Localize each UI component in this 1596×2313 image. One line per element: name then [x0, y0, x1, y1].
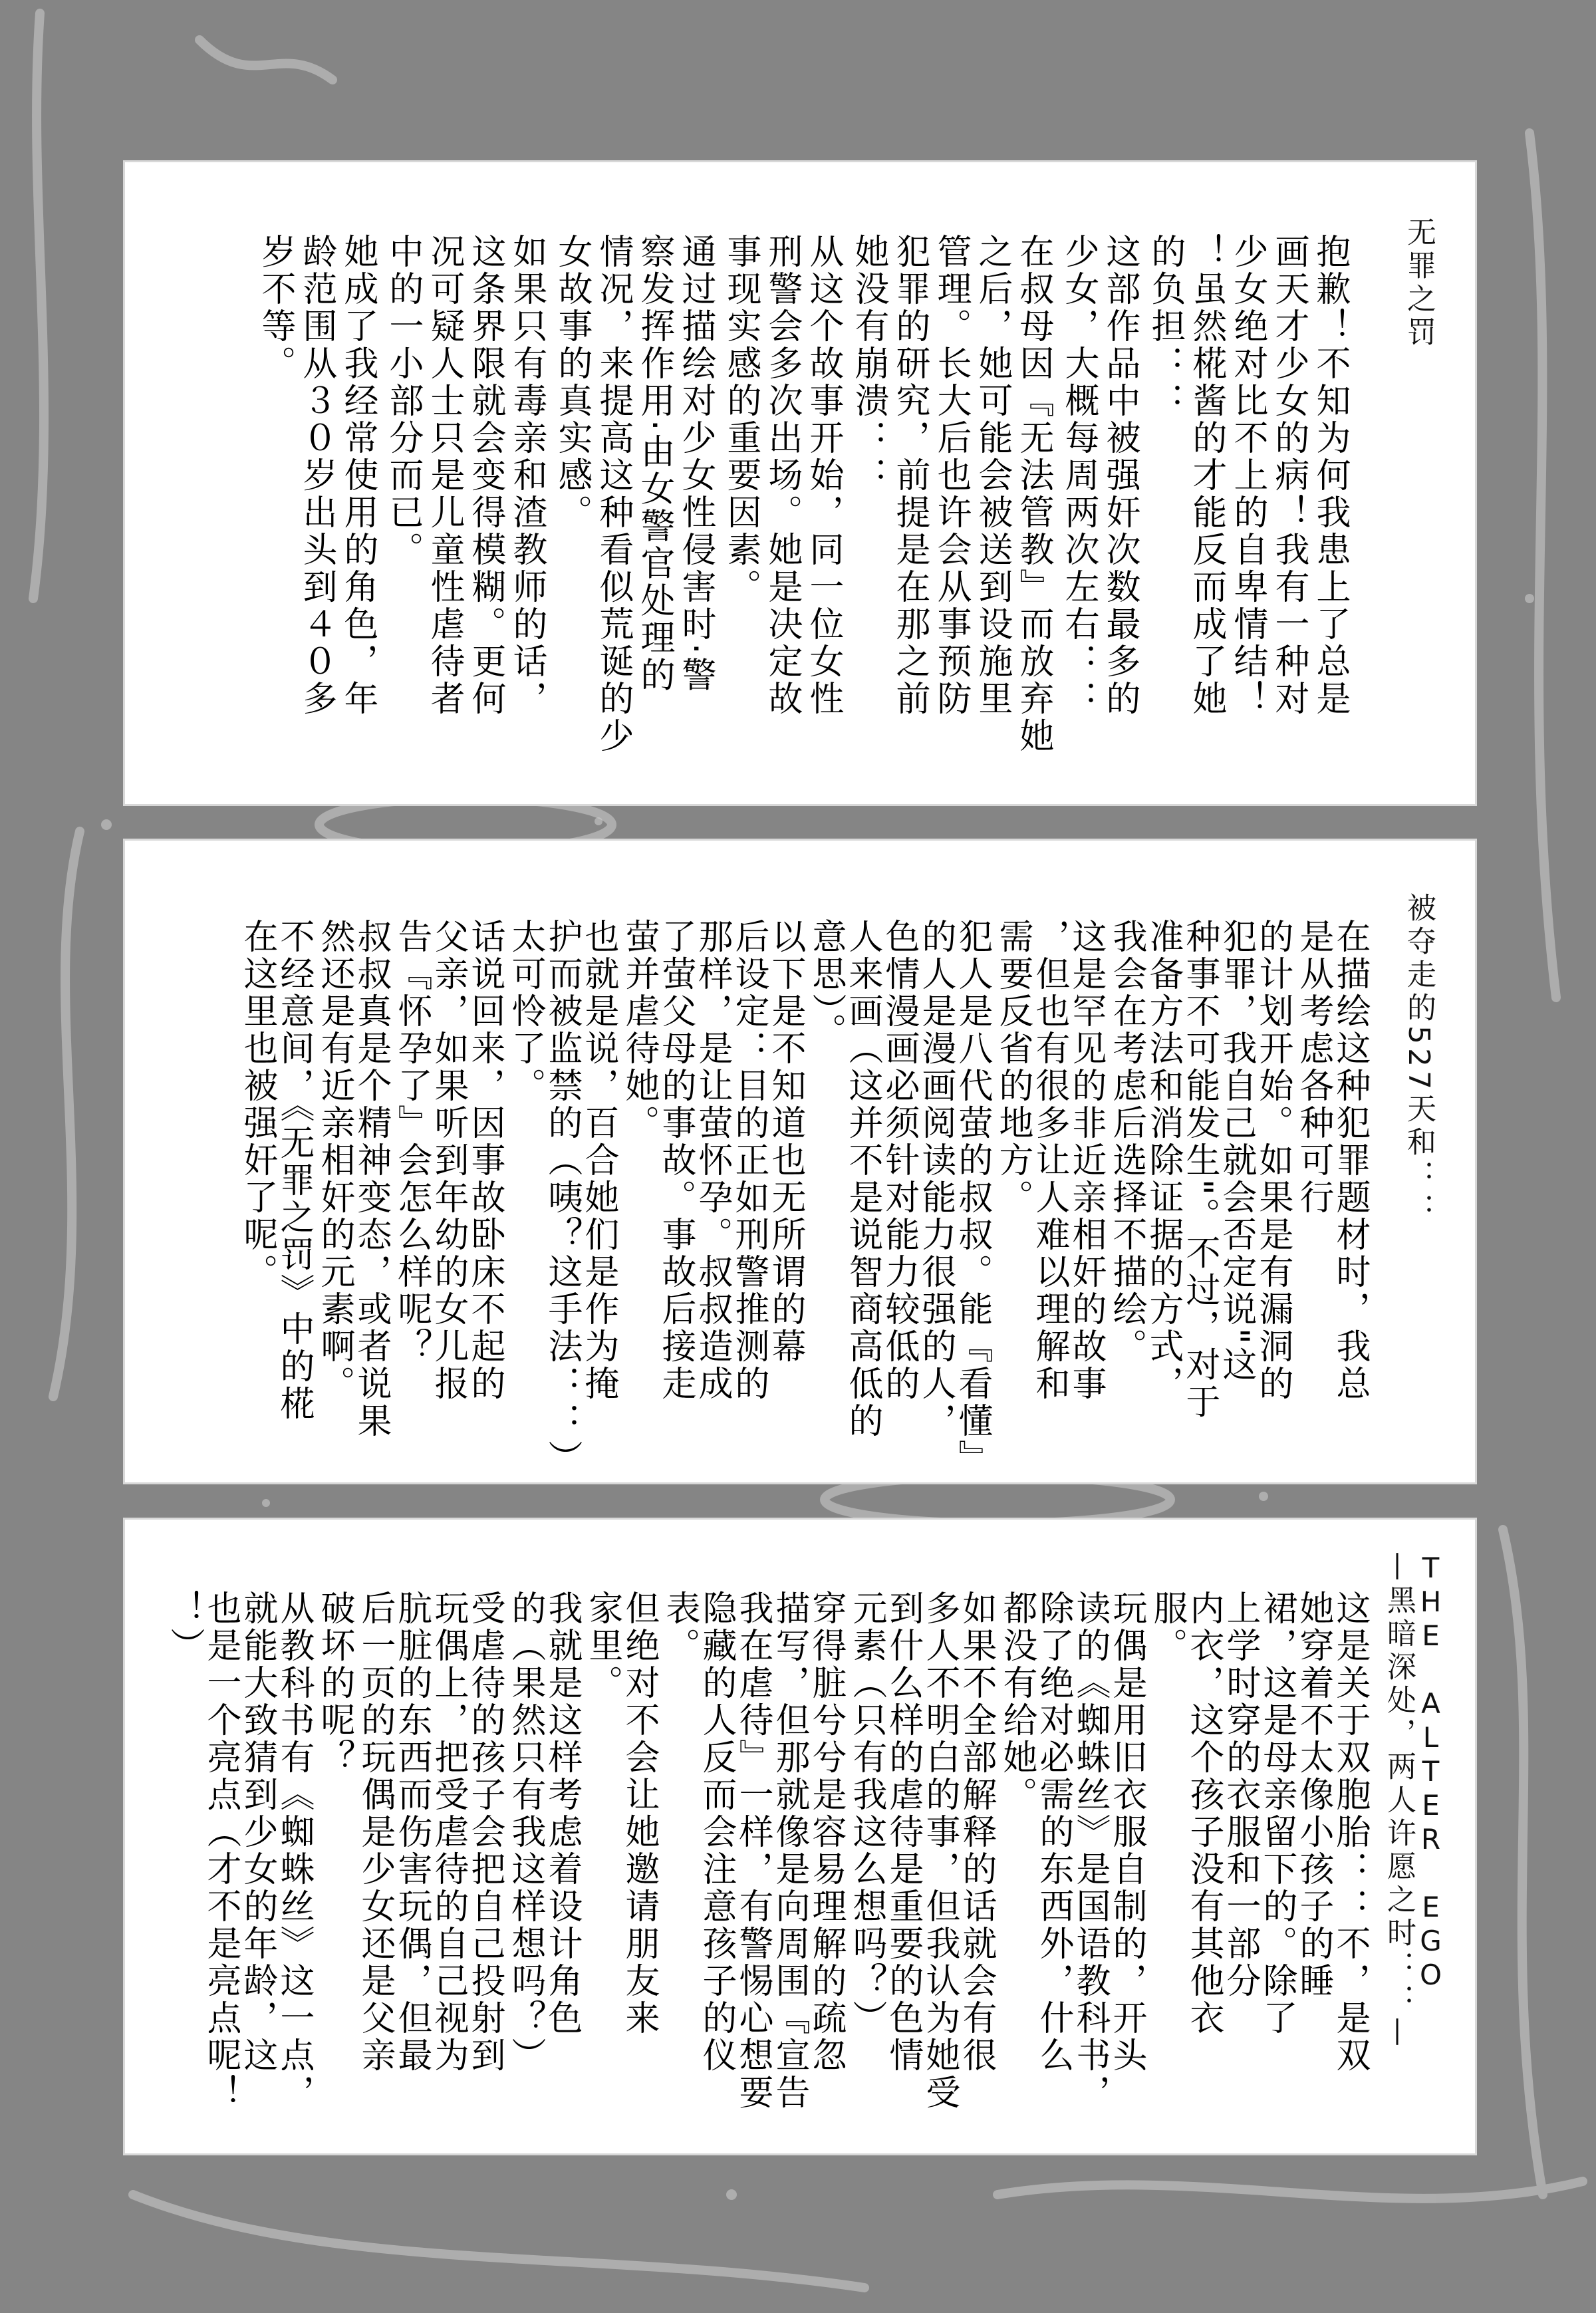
text-column: 父亲，如果听到年幼的女儿报: [428, 918, 468, 1403]
text-column: 我就是这样考虑着设计角色: [542, 1590, 582, 2037]
text-column: 都没有给她。: [997, 1590, 1037, 1814]
text-column: 她没有崩溃：：: [849, 233, 888, 494]
text-column: 在叔母因『无法管教』而放弃她: [1013, 233, 1053, 755]
text-column: 除了绝对必需的东西外，什么: [1033, 1590, 1073, 2074]
text-column: 肮脏的东西而伤害玩偶，但最: [392, 1590, 432, 2074]
text-column: ！）: [164, 1590, 204, 1665]
text-column: 刑警会多次出场。她是决定故: [762, 233, 802, 718]
text-column: 的人是漫画阅读能力很强的人，: [916, 918, 956, 1440]
vertical-text-columns: [239, 918, 1369, 1477]
text-column: 少女绝对比不上的自卑情结！: [1228, 233, 1267, 718]
text-column: 家里。: [583, 1590, 622, 1702]
text-column: 察发挥作用·由女警官处理的: [634, 233, 674, 694]
text-column: 穿得脏兮兮是容易理解的疏忽: [806, 1590, 846, 2074]
text-column: 龄范围从３０岁出头到４０多: [297, 233, 336, 718]
text-column: 从教科书有《蜘蛛丝》这一点，: [274, 1590, 314, 2111]
text-column: 服。: [1147, 1590, 1187, 1665]
text-column: 意思）。: [806, 918, 846, 1050]
text-column: 也就是说，百合她们是作为掩: [579, 918, 618, 1403]
text-column: 多人不明白的事，但我认为她受: [920, 1590, 960, 2111]
text-column: 女故事的真实感。: [552, 233, 592, 531]
text-column: 这部作品中被强奸次数最多的: [1100, 233, 1140, 718]
text-column: 抱歉！不知为何我患上了总是: [1310, 233, 1350, 718]
text-column: 玩偶上，把受虐待的自己视为: [428, 1590, 468, 2074]
afterword-box-527-days: [125, 841, 1475, 1482]
box-title: 无罪之罚: [1402, 217, 1436, 350]
text-column: 然还是有近亲相奸的元素啊。: [315, 918, 354, 1403]
text-column: 受虐待的孩子会把自己投射到: [465, 1590, 505, 2074]
text-column: 隐藏的人反而会注意孩子的仪: [696, 1590, 736, 2074]
text-column: 上学时穿的衣服和一部分: [1220, 1590, 1260, 2000]
box-subtitle: —黑暗深处，两人许愿之时：：—: [1382, 1552, 1416, 2050]
text-column: 管理。长大后也许会从事预防: [931, 233, 971, 718]
text-column: 表。: [660, 1590, 700, 1665]
afterword-box-muzai-no-batsu: [125, 162, 1475, 804]
text-column: 人来画（这并不是说智商高低的: [843, 918, 882, 1440]
text-column: 萤并虐待她。: [619, 918, 659, 1142]
text-column: 如果不全部解释的话就会有很: [956, 1590, 996, 2074]
text-column: 玩偶是用旧衣服自制的，开头: [1107, 1590, 1146, 2074]
text-column: 不经意间，《无罪之罚》中的椛: [274, 918, 314, 1423]
text-column: 她成了我经常使用的角色，年: [338, 233, 378, 718]
text-column: 是从考虑各种可行: [1293, 918, 1333, 1216]
text-column: 如果只有毒亲和渣教师的话，: [507, 233, 547, 718]
vertical-text-columns: [253, 233, 1349, 755]
text-column: 这是罕见的非近亲相奸的故事: [1066, 918, 1106, 1403]
text-column: 那样，是让萤怀孕。叔叔造成: [692, 918, 732, 1403]
text-column: 岁不等。: [255, 233, 295, 382]
text-column: 读的《蜘蛛丝》是国语教科书，: [1070, 1590, 1110, 2111]
text-column: 叔叔真是个精神变态，或者说果: [351, 918, 391, 1440]
text-column: 色情漫画必须针对能力较低的: [879, 918, 919, 1403]
text-column: 描写，但那就像是向周围『宣告: [769, 1590, 809, 2111]
text-column: 裙，这是母亲留下的。除了: [1257, 1590, 1297, 2037]
text-column: 的负担：：: [1145, 233, 1185, 420]
text-column: 需要反省的地方。: [993, 918, 1033, 1216]
text-column: 到什么样的虐待是重要的色情: [883, 1590, 923, 2074]
text-column: 中的一小部分而已。: [383, 233, 423, 569]
text-column: 我在虐待』一样，有警惕心想要: [733, 1590, 773, 2111]
text-column: 内衣，这个孩子没有其他衣: [1184, 1590, 1224, 2037]
text-column: 话说回来，因事故卧床不起的: [465, 918, 505, 1403]
text-column: 在这里也被强奸了呢。: [237, 918, 277, 1291]
text-column: 准备方法和消除证据的方式，: [1143, 918, 1183, 1403]
text-column: 画天才少女的病！我有一种对: [1269, 233, 1309, 718]
text-column: 就能大致猜到少女的年龄，这: [237, 1590, 277, 2074]
text-column: 我会在考虑后选择不描绘。: [1107, 918, 1146, 1365]
text-column: 种事不可能发生"。不过，对于: [1180, 918, 1220, 1421]
box-title: THE ALTER EGO: [1414, 1552, 1447, 1992]
text-column: 太可怜了。: [505, 918, 545, 1105]
text-column: 了萤父母的事故。事故后接走: [656, 918, 696, 1403]
box-title: 被夺走的527天和：：: [1402, 892, 1436, 1226]
vertical-text-columns: [166, 1590, 1369, 2111]
text-column: ，但也有很多让人难以理解和: [1029, 918, 1069, 1403]
text-column: 的计划开始。如果是有漏洞的: [1253, 918, 1293, 1403]
text-column: 护而被监禁的（咦？这手法：：）: [542, 918, 582, 1477]
text-column: 后一页的玩偶是少女还是父亲: [355, 1590, 395, 2074]
text-column: 告『怀孕了』会怎么样呢？: [392, 918, 432, 1365]
text-column: 情况，来提高这种看似荒诞的少: [593, 233, 633, 755]
text-column: 犯罪的研究，前提是在那之前: [890, 233, 930, 718]
text-column: 这条界限就会变得模糊。更何: [466, 233, 505, 718]
text-column: 的（果然只有我这样想吗？）: [505, 1590, 545, 2074]
text-column: 但绝对不会让她邀请朋友来: [619, 1590, 659, 2037]
text-column: 以下是不知道也无所谓的幕: [765, 918, 805, 1365]
text-column: ！虽然椛酱的才能反而成了她: [1186, 233, 1226, 718]
text-column: 她穿着不太像小孩子的睡: [1293, 1590, 1333, 2000]
text-column: 犯人是八代萤的叔叔。能『看懂』: [952, 918, 992, 1477]
text-column: 通过描绘对少女性侵害时·警: [676, 233, 716, 694]
text-column: 事现实感的重要因素。: [721, 233, 761, 606]
text-column: 也是一个亮点（才不是亮点呢！: [201, 1590, 241, 2111]
text-column: 破坏的呢？: [315, 1590, 354, 1776]
text-column: 元素（只有我这么想吗？）: [847, 1590, 886, 2037]
afterword-box-alter-ego: [125, 1520, 1475, 2153]
text-column: 少女，大概每周两次左右：：: [1059, 233, 1099, 718]
text-column: 之后，她可能会被送到设施里: [972, 233, 1012, 718]
text-column: 后设定：目的正如刑警推测的: [729, 918, 769, 1403]
text-column: 况可疑人士只是儿童性虐待者: [424, 233, 464, 718]
text-column: 犯罪，我自己就会否定说"这: [1216, 918, 1256, 1384]
text-column: 在描绘这种犯罪题材时，我总: [1330, 918, 1370, 1403]
text-column: 这是关于双胞胎：：不，是双: [1330, 1590, 1370, 2074]
text-column: 从这个故事开始，同一位女性: [803, 233, 843, 718]
